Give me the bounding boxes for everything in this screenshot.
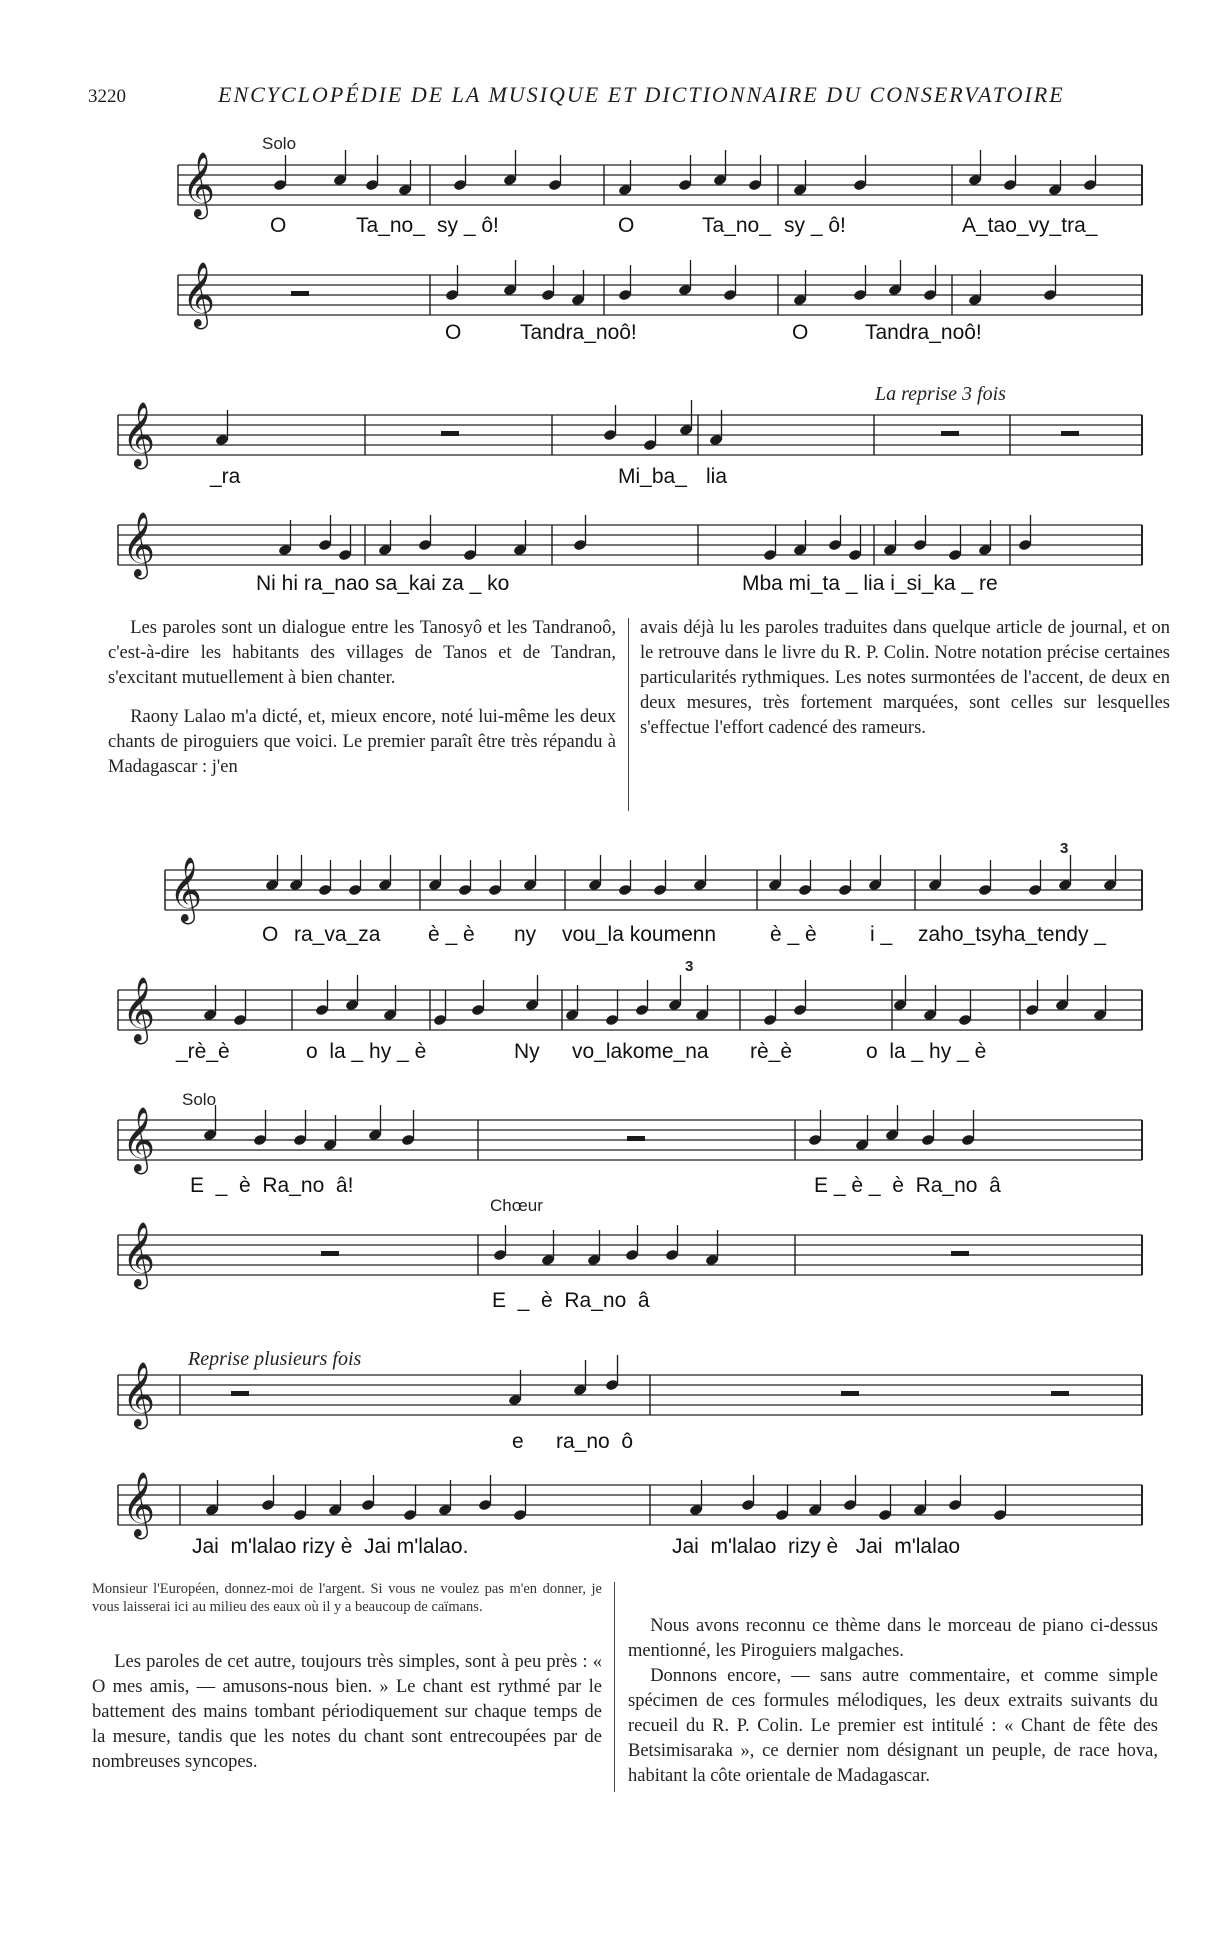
paragraph-text: Les paroles sont un dialogue entre les Tanosyô et les Tandranoô, c'est-à-dire les habitants des villages de Tanos et de Tandran, s'excitant mutuellement à bien chanter. [108, 618, 616, 688]
lyric: A_tao_vy_tra_ [962, 214, 1098, 237]
paragraph-text: Nous avons reconnu ce thème dans le morceau de piano ci-dessus mentionné, les Piroguiers malgaches. [628, 1616, 1158, 1661]
lyric: O [618, 214, 635, 237]
lyric: ra_va_za [294, 923, 381, 946]
whole-rest [627, 1136, 645, 1141]
lyric: e [512, 1430, 524, 1453]
whole-rest [1061, 431, 1079, 436]
reprise-label: Reprise plusieurs fois [188, 1348, 362, 1370]
treble-clef: 𝄞 [122, 1472, 156, 1537]
whole-rest [441, 431, 459, 436]
whole-rest [1051, 1391, 1069, 1396]
whole-rest [951, 1251, 969, 1256]
lyric: Ta_no_ [356, 214, 425, 237]
treble-clef: 𝄞 [182, 152, 216, 217]
lyric: vo_lakome_na [572, 1040, 709, 1063]
lyric: è _ è [428, 923, 475, 946]
paragraph-text: Donnons encore, — sans autre commentaire, et comme simple spécimen de ces formules mélodiques, les deux extraits suivants du recueil du R. P. Colin. Le premier est intitulé : « Chant de fête des Betsimisaraka », ce dernier nom désignant un peuple, de race hova, habitant la côte orientale de Madagascar. [628, 1666, 1158, 1786]
solo-label: Solo [182, 1090, 217, 1109]
triplet-number: 3 [1060, 840, 1069, 857]
whole-rest [941, 431, 959, 436]
lyric: Tandra_noô! [520, 321, 637, 344]
lyric: Mi_ba_ [618, 465, 687, 488]
lyric: O [270, 214, 287, 237]
lyric: O [445, 321, 462, 344]
lyric: zaho_tsyha_tendy _ [918, 923, 1106, 946]
lyric: Tandra_noô! [865, 321, 982, 344]
triplet-number: 3 [685, 958, 694, 975]
lyric: E _ è _ è Ra_no â [814, 1174, 1001, 1197]
treble-clef: 𝄞 [122, 1107, 156, 1172]
whole-rest [841, 1391, 859, 1396]
lyric: Ta_no_ [702, 214, 771, 237]
treble-clef: 𝄞 [122, 977, 156, 1042]
lyric: Jai m'lalao rizy è Jai m'lalao. [192, 1535, 469, 1558]
treble-clef: 𝄞 [122, 512, 156, 577]
lyric: E _ è Ra_no â! [190, 1174, 354, 1197]
whole-rest [291, 291, 309, 296]
treble-clef: 𝄞 [182, 262, 216, 327]
lyric: Ni hi ra_nao sa_kai za _ ko [256, 572, 510, 595]
lyric: vou_la koumenn [562, 923, 717, 946]
solo-label: Solo [262, 134, 297, 153]
lyric: O [262, 923, 279, 946]
lyric: ra_no ô [556, 1430, 634, 1453]
paragraph: avais déjà lu les paroles traduites dans quelque article de journal, et on le retrouve dans le livre du R. P. Colin. Notre notation précise certaines particularités rythmiques. Les notes surmontées de l'accent, de deux en deux mesures, très fortement marquées, sont celles sur lesquelles s'effectue l'effort cadencé des rameurs. [640, 618, 1170, 738]
treble-clef: 𝄞 [122, 1362, 156, 1427]
lyric: sy _ ô! [437, 214, 499, 237]
treble-clef: 𝄞 [169, 857, 203, 922]
lyric: E _ è Ra_no â [492, 1289, 650, 1312]
paragraph [108, 616, 616, 780]
lyric: Ny [514, 1040, 540, 1063]
lyric: o la _ hy _ è [866, 1040, 987, 1063]
lyric: _ra [210, 465, 241, 488]
lyric: i _ [870, 923, 893, 946]
footnote: Monsieur l'Européen, donnez-moi de l'argent. Si vous ne voulez pas m'en donner, je vous laisserai ici au milieu des eaux où il y a beaucoup de caïmans. [92, 1581, 602, 1615]
running-title: ENCYCLOPÉDIE DE LA MUSIQUE ET DICTIONNAIRE DU CONSERVATOIRE [218, 82, 1065, 107]
whole-rest [321, 1251, 339, 1256]
column-divider [614, 1582, 615, 1792]
lyric: O [792, 321, 809, 344]
paragraph-text: Raony Lalao m'a dicté, et, mieux encore, noté lui-même les deux chants de piroguiers que voici. Le premier paraît être très répandu à Madagascar : j'en [108, 707, 616, 777]
treble-clef: 𝄞 [122, 402, 156, 467]
lyric: sy _ ô! [784, 214, 846, 237]
lyric: _rè_è [176, 1040, 230, 1063]
paragraph [628, 1614, 1158, 1789]
lyric: o la _ hy _ è [306, 1040, 427, 1063]
lyric: Jai m'lalao rizy è Jai m'lalao [672, 1535, 961, 1558]
treble-clef: 𝄞 [122, 1222, 156, 1287]
lyric: ny [514, 923, 537, 946]
paragraph: Les paroles de cet autre, toujours très simples, sont à peu près : « O mes amis, — amusons-nous bien. » Le chant est rythmé par le battement des mains tombant périodiquement sur chaque temps de la mesure, tandis que les notes du chant sont entrecoupées par de nombreuses syncopes. [92, 1652, 602, 1772]
page-number: 3220 [88, 86, 126, 107]
lyric: lia [706, 465, 728, 488]
lyric: è _ è [770, 923, 817, 946]
choeur-label: Chœur [490, 1196, 543, 1215]
column-divider [628, 618, 629, 811]
whole-rest [231, 1391, 249, 1396]
lyric: rè_è [750, 1040, 793, 1063]
lyric: Mba mi_ta _ lia i_si_ka _ re [742, 572, 998, 595]
reprise-label: La reprise 3 fois [875, 383, 1006, 405]
